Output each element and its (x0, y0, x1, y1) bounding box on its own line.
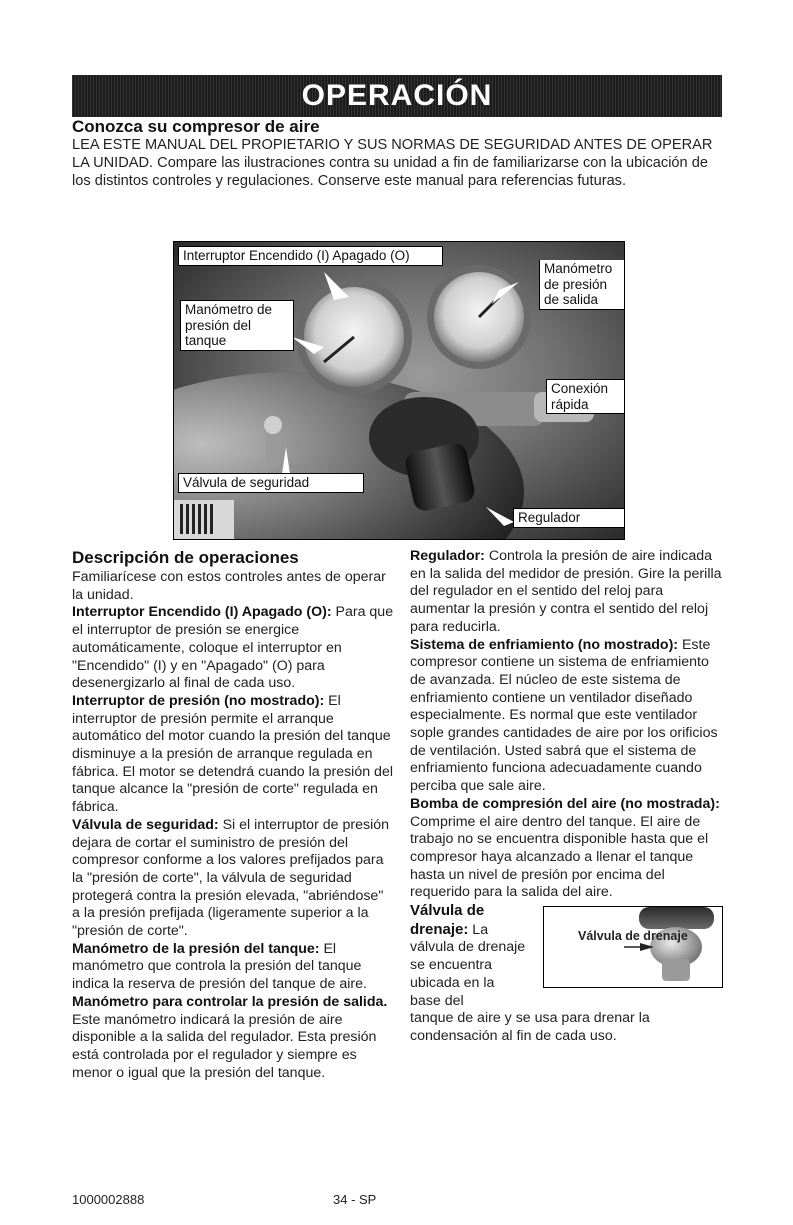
item-term: Manómetro para controlar la presión de salida. (72, 993, 388, 1010)
item-safety-valve (72, 817, 394, 941)
callout-regulator (513, 508, 625, 528)
item-term: Manómetro de la presión del tanque: (72, 940, 320, 957)
drain-valve-illustration (544, 907, 722, 987)
item-drain-valve (410, 902, 528, 1010)
item-text: Para que el interruptor de presión se energice automáticamente, coloque el interruptor en "Encendido" (I) y en "Apagado" (O) para desenergizarlo al final de cada uso. (72, 604, 394, 692)
item-term: Regulador: (410, 548, 485, 564)
item-air-pump (410, 796, 722, 902)
callout-quick-connect (546, 379, 625, 414)
item-text: El interruptor de presión permite el arranque automático del motor cuando la presión del tanque disminuye a la presión de arranque regulada en fábrica. El motor se detendrá cuando la presión del tanque alcance la "presión de corte" regulada en fábrica. (72, 692, 393, 816)
document-number: 1000002888 (72, 1192, 145, 1207)
left-column (72, 548, 394, 1082)
item-outlet-gauge (72, 994, 394, 1083)
drain-valve-block (410, 902, 722, 1010)
banner-title: OPERACIÓN (301, 79, 493, 112)
callout-safety-valve (178, 473, 364, 493)
drain-valve-photo (543, 906, 723, 988)
item-term: Válvula de seguridad: (72, 816, 219, 833)
callout-outlet-gauge (539, 260, 625, 310)
item-text: Este manómetro indicará la presión de aire disponible a la salida del regulador. Esta presión está controlada por el regulador y siempre es menor o igual que la presión del tanque. (72, 1011, 377, 1081)
callout-regulator-text: Regulador (518, 510, 581, 525)
item-pressure-switch (72, 693, 394, 817)
callout-quick-connect-text: Conexión rápida (551, 381, 609, 412)
callout-safety-valve-text: Válvula de seguridad (183, 475, 310, 490)
right-column (410, 548, 722, 1046)
callout-switch (178, 246, 443, 266)
item-text: La válvula de drenaje se encuentra ubicada en la base del (410, 921, 526, 1009)
drain-valve-label: Válvula de drenaje (578, 929, 688, 944)
item-drain-valve-continued: tanque de aire y se usa para drenar la condensación al fin de cada uso. (410, 1010, 650, 1044)
item-text: El manómetro que controla la presión del tanque indica la reserva de presión del tanque de aire. (72, 940, 367, 993)
item-text: Este compresor contiene un sistema de enfriamiento de avanzada. El núcleo de este sistema de enfriamiento contiene un ventilador diseñado especialmente. Es normal que este ventilador sople grandes cantidades de aire por los orificios de ventilación. Usted sabrá que el sistema de enfriamiento funciona adecuadamente cuando perciba que sale aire. (410, 636, 718, 795)
callout-switch-text: Interruptor Encendido (I) Apagado (O) (183, 248, 410, 263)
item-switch (72, 604, 394, 693)
operations-intro: Familiarícese con estos controles antes de operar la unidad. (72, 569, 386, 603)
item-term: Interruptor Encendido (I) Apagado (O): (72, 604, 332, 621)
callout-outlet-gauge-text: Manómetro de presión de salida (544, 261, 613, 307)
page-number: 34 - SP (333, 1192, 377, 1207)
item-text: Controla la presión de aire indicada en la salida del medidor de presión. Gire la perilla del regulador en el sentido del reloj para aumentar la presión y contra el sentido del reloj para reducirla. (410, 548, 722, 635)
callout-tank-gauge-text: Manómetro de presión del tanque (185, 302, 273, 348)
compressor-photo (173, 241, 625, 540)
item-regulator (410, 548, 722, 637)
item-text: Si el interruptor de presión dejara de cortar el suministro de presión del compresor conforme a los valores prefijados para la "presión de corte", la válvula de seguridad protegerá contra la presión elevada, "abriéndose" a la presión prefijada (ligeramente superior a la "presión de corte". (72, 816, 389, 940)
item-tank-gauge (72, 941, 394, 994)
section-banner (72, 75, 722, 117)
item-term: Bomba de compresión del aire (no mostrada): (410, 795, 720, 812)
operations-heading: Descripción de operaciones (72, 548, 299, 567)
item-cooling-system (410, 637, 722, 796)
item-term: Interruptor de presión (no mostrado): (72, 692, 325, 709)
intro-paragraph: LEA ESTE MANUAL DEL PROPIETARIO Y SUS NORMAS DE SEGURIDAD ANTES DE OPERAR LA UNIDAD. Compare las ilustraciones contra su unidad a fin de familiarizarse con la ubicación de los distintos controles y regulaciones. Conserve este manual para referencias futuras. (72, 137, 713, 190)
item-term: Válvula de drenaje: (410, 902, 485, 938)
callout-tank-gauge (180, 300, 294, 351)
section-heading: Conozca su compresor de aire (72, 117, 320, 136)
item-term: Sistema de enfriamiento (no mostrado): (410, 636, 679, 653)
item-text: Comprime el aire dentro del tanque. El aire de trabajo no se encuentra disponible hasta que el compresor haya alcanzado a llenar el tanque hasta un nivel de presión por encima del requerido para la salida del aire. (410, 813, 709, 901)
